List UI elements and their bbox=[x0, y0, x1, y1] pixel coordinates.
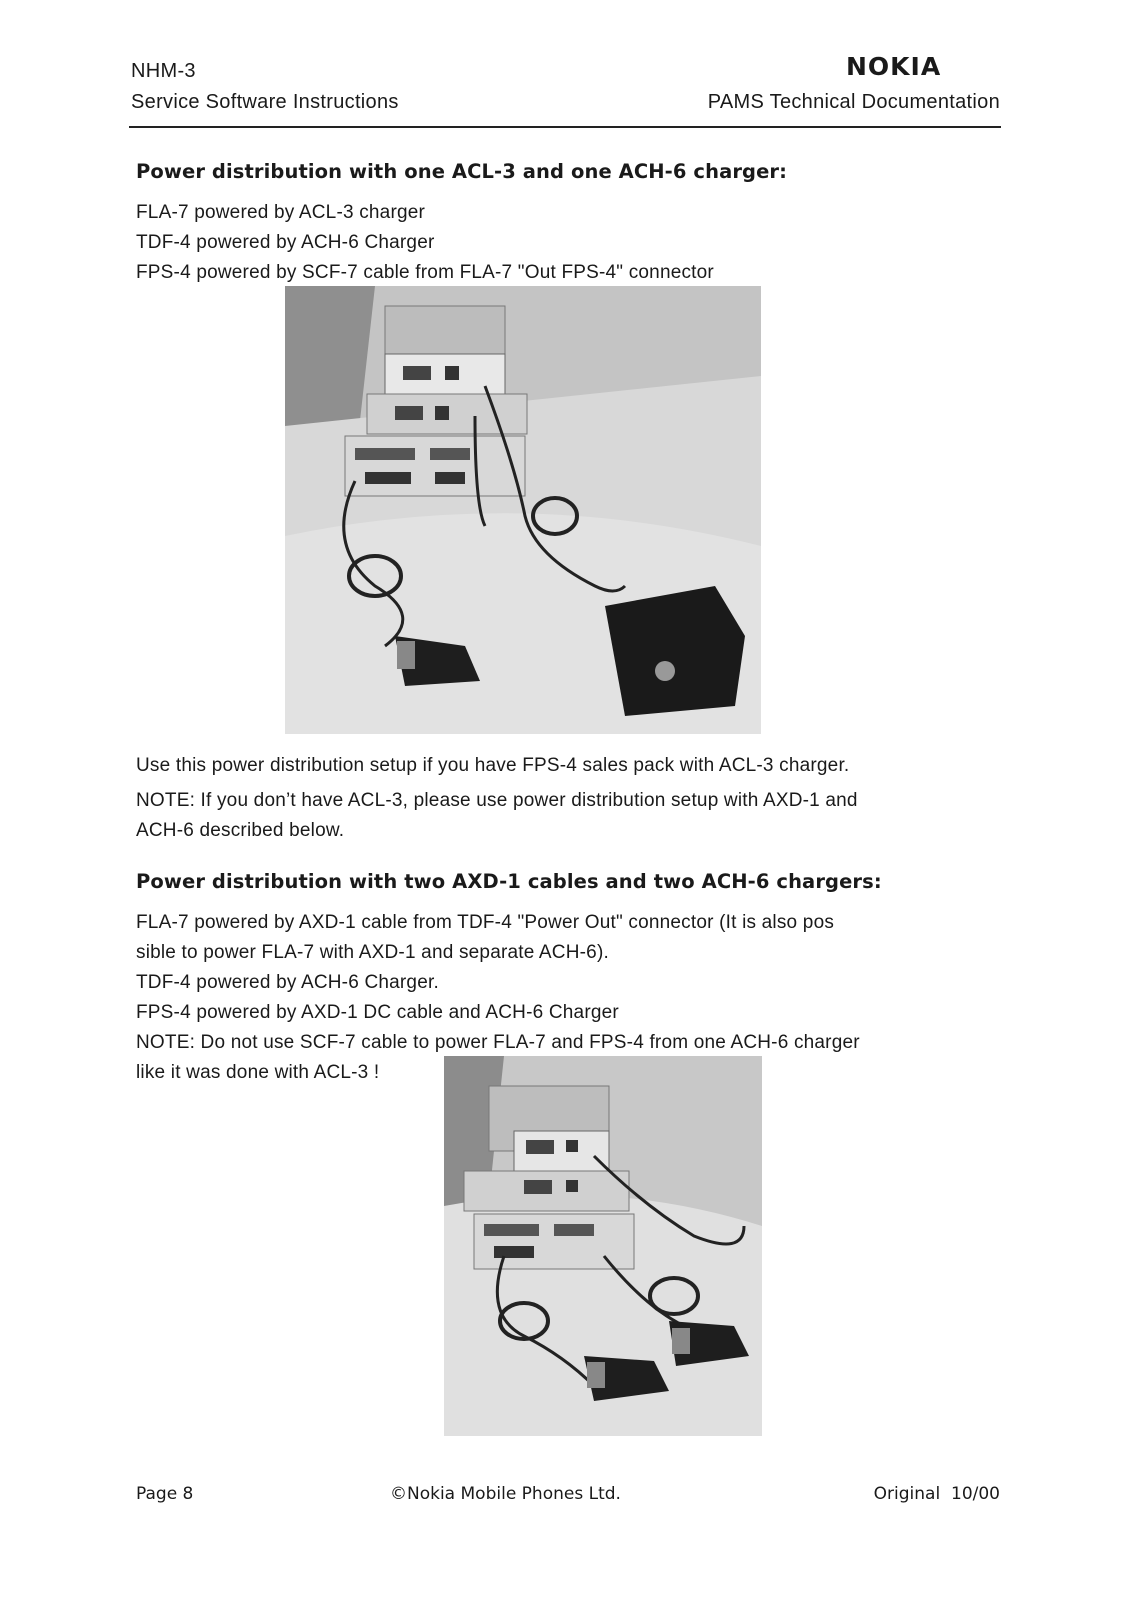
section1-note: ACH-6 described below. bbox=[136, 820, 345, 841]
nokia-logo: NOKIA bbox=[846, 52, 942, 81]
section1-line: FPS-4 powered by SCF-7 cable from FLA-7 "Out FPS-4" connector bbox=[136, 262, 714, 283]
section2-line: sible to power FLA-7 with AXD-1 and separate ACH-6). bbox=[136, 942, 609, 963]
photo-acl3-ach6-setup bbox=[285, 286, 761, 734]
section2-line: FLA-7 powered by AXD-1 cable from TDF-4 "Power Out" connector (It is also pos bbox=[136, 912, 835, 933]
document-version: Original 10/00 bbox=[873, 1484, 1000, 1504]
section2-heading: Power distribution with two AXD-1 cables and two ACH-6 chargers: bbox=[136, 870, 882, 893]
document-subtitle: Service Software Instructions bbox=[131, 91, 399, 113]
document-model: NHM-3 bbox=[131, 60, 196, 82]
section1-note: NOTE: If you don’t have ACL-3, please use power distribution setup with AXD-1 and bbox=[136, 790, 858, 811]
section1-note: Use this power distribution setup if you have FPS-4 sales pack with ACL-3 charger. bbox=[136, 755, 850, 776]
section2-line: TDF-4 powered by ACH-6 Charger. bbox=[136, 972, 439, 993]
section1-line: FLA-7 powered by ACL-3 charger bbox=[136, 202, 426, 223]
copyright-text: ©Nokia Mobile Phones Ltd. bbox=[390, 1484, 621, 1504]
photo-axd1-ach6-setup bbox=[444, 1056, 762, 1436]
section2-line: FPS-4 powered by AXD-1 DC cable and ACH-6 Charger bbox=[136, 1002, 619, 1023]
section2-line: like it was done with ACL-3 ! bbox=[136, 1062, 380, 1083]
documentation-title: PAMS Technical Documentation bbox=[707, 91, 1000, 113]
header-rule bbox=[129, 126, 1001, 128]
section2-line: NOTE: Do not use SCF-7 cable to power FLA-7 and FPS-4 from one ACH-6 charger bbox=[136, 1032, 860, 1053]
section1-line: TDF-4 powered by ACH-6 Charger bbox=[136, 232, 435, 253]
section1-heading: Power distribution with one ACL-3 and one ACH-6 charger: bbox=[136, 160, 788, 183]
page-number: Page 8 bbox=[136, 1484, 194, 1504]
